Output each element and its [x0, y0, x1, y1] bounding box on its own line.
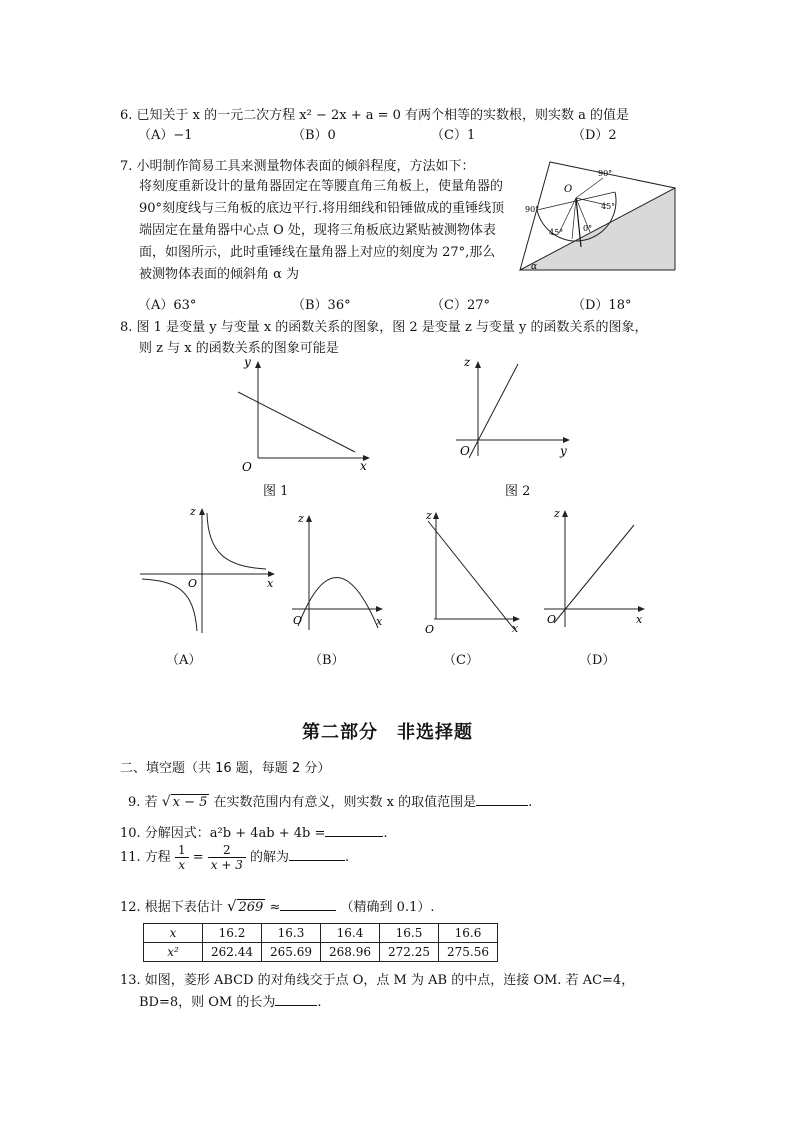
q6-stem: 6. 已知关于 x 的一元二次方程 x² − 2x + a = 0 有两个相等的实数根，则实数 a 的值是	[120, 108, 630, 123]
choice-c-o-label: O	[425, 623, 435, 635]
fig2-z-label: z	[464, 355, 471, 369]
q10-answer-blank[interactable]	[325, 824, 383, 837]
q9-end: .	[528, 795, 533, 810]
q8-choice-b-graph	[290, 508, 390, 633]
part2-title: 第二部分 非选择题	[302, 722, 473, 743]
q8-figure2	[452, 352, 577, 462]
q12-answer-blank[interactable]	[280, 898, 336, 911]
table-cell: 16.6	[439, 924, 498, 943]
choice-d-x-label: x	[636, 613, 643, 626]
q12	[120, 896, 434, 915]
q6-option-b: （B）0	[292, 128, 336, 143]
table-cell: 272.25	[380, 943, 439, 962]
table-cell: 275.56	[439, 943, 498, 962]
q11-n2: 2	[208, 843, 246, 858]
q12-table	[143, 923, 498, 962]
q12-approx: ≈	[269, 900, 281, 915]
q9-radicand: x − 5	[172, 795, 208, 810]
table-cell: 16.4	[321, 924, 380, 943]
q10-end: .	[383, 826, 388, 841]
q8-choice-d-graph	[540, 503, 650, 633]
table-cell: 16.3	[262, 924, 321, 943]
q11-pre: 11. 方程	[120, 850, 171, 865]
choice-a-label: （A）	[166, 653, 202, 668]
q13-line2	[139, 991, 322, 1010]
q11	[120, 843, 349, 872]
table-row	[144, 943, 498, 962]
q11-d2: x + 3	[210, 858, 243, 872]
q11-fraction-2	[208, 843, 246, 872]
q6-option-c: （C）1	[431, 128, 476, 143]
fig1-line	[238, 392, 355, 452]
fig2-o-label: O	[460, 444, 470, 458]
fig1-caption: 图 1	[263, 484, 289, 499]
q7-option-c: （C）27°	[431, 298, 490, 313]
q9-pre: 9. 若	[128, 795, 158, 810]
q11-end: .	[345, 850, 350, 865]
choice-d-line	[554, 525, 634, 623]
fig2-y-label: y	[560, 444, 567, 458]
deg45-right-label: 45°	[601, 202, 616, 211]
q8-choice-c-graph	[422, 505, 527, 635]
q7-option-d: （D）18°	[572, 298, 632, 313]
q12-radicand: 269	[238, 900, 264, 915]
q7-protractor-figure	[515, 158, 680, 276]
table-cell: 265.69	[262, 943, 321, 962]
q7-line1: 7. 小明制作简易工具来测量物体表面的倾斜程度，方法如下：	[120, 159, 475, 174]
table-cell: 268.96	[321, 943, 380, 962]
choice-c-line	[428, 521, 514, 629]
q11-fraction-1	[175, 843, 189, 872]
choice-d-label: （D）	[579, 653, 616, 668]
parabola-curve	[298, 577, 378, 628]
deg45-left-label: 45°	[549, 228, 564, 237]
choice-b-label: （B）	[309, 653, 345, 668]
hyperbola-branch-upper	[207, 513, 266, 569]
q11-eq: =	[192, 850, 204, 865]
deg90-top-label: 90°	[598, 169, 613, 178]
sqrt-symbol-icon: √	[161, 794, 171, 810]
table-cell: x	[144, 924, 203, 943]
fig2-line	[469, 364, 518, 458]
q6-option-d: （D）2	[572, 128, 617, 143]
fig2-caption: 图 2	[505, 484, 531, 499]
table-row	[144, 924, 498, 943]
q11-post: 的解为	[250, 850, 290, 865]
q13-line1: 13. 如图，菱形 ABCD 的对角线交于点 O，点 M 为 AB 的中点，连接 OM. 若 AC=4，	[120, 973, 635, 988]
table-cell: 262.44	[203, 943, 262, 962]
q13-answer-blank[interactable]	[275, 993, 317, 1006]
sqrt-symbol-icon-2: √	[226, 897, 237, 915]
q8-figure1	[230, 352, 375, 472]
q8-line2: 则 z 与 x 的函数关系的图象可能是	[139, 341, 339, 356]
choice-b-z-label: z	[298, 512, 304, 525]
section-heading: 二、填空题（共 16 题，每题 2 分）	[120, 761, 331, 776]
fig1-x-label: x	[360, 459, 367, 472]
choice-a-x-label: x	[267, 577, 274, 590]
q6-option-a: （A）−1	[138, 128, 193, 143]
deg90-left-label: 90°	[525, 205, 540, 214]
choice-a-o-label: O	[188, 577, 198, 590]
q13-end: .	[317, 995, 322, 1010]
table-cell: 16.2	[203, 924, 262, 943]
choice-d-z-label: z	[554, 507, 560, 520]
choice-b-o-label: O	[293, 614, 303, 627]
choice-c-x-label: x	[512, 622, 519, 635]
q12-post: （精确到 0.1）.	[340, 900, 435, 915]
q10-pre: 10. 分解因式：a²b + 4ab + 4b =	[120, 826, 326, 841]
q10	[120, 822, 388, 841]
q9-post: 在实数范围内有意义，则实数 x 的取值范围是	[213, 795, 477, 810]
q8-line1: 8. 图 1 是变量 y 与变量 x 的函数关系的图象，图 2 是变量 z 与变量 y 的函数关系的图象，	[120, 320, 648, 335]
q13-line2-text: BD=8，则 OM 的长为	[139, 995, 276, 1010]
q7-option-a: （A）63°	[138, 298, 197, 313]
table-cell: x²	[144, 943, 203, 962]
choice-a-z-label: z	[190, 505, 196, 518]
q7-body: 将刻度重新设计的量角器固定在等腰直角三角板上，使量角器的 90°刻度线与三角板的底边平行.将用细线和铅锤做成的重锤线顶端固定在量角器中心点 O 处，现将三角板底边紧贴被测物体表面，如图所示，此时重锤线在量角器上对应的刻度为 27°,那么被测物体表面的倾斜角 α 为	[139, 179, 505, 282]
q8-choice-a-graph	[138, 503, 280, 638]
q11-d1: x	[178, 858, 186, 872]
deg0-label: 0°	[583, 224, 593, 233]
choice-d-o-label: O	[547, 613, 557, 626]
q9-answer-blank[interactable]	[476, 793, 528, 806]
choice-b-x-label: x	[376, 615, 383, 628]
choice-c-label: （C）	[443, 653, 479, 668]
fig1-y-label: y	[244, 355, 251, 369]
choice-c-z-label: z	[426, 509, 432, 522]
alpha-label: α	[531, 262, 538, 272]
q9	[128, 791, 532, 810]
q11-answer-blank[interactable]	[289, 848, 345, 861]
q12-pre: 12. 根据下表估计	[120, 900, 223, 915]
table-cell: 16.5	[380, 924, 439, 943]
q7-option-b: （B）36°	[292, 298, 351, 313]
q11-n1: 1	[175, 843, 189, 858]
center-o-label: O	[564, 184, 573, 195]
fig1-o-label: O	[242, 460, 252, 472]
